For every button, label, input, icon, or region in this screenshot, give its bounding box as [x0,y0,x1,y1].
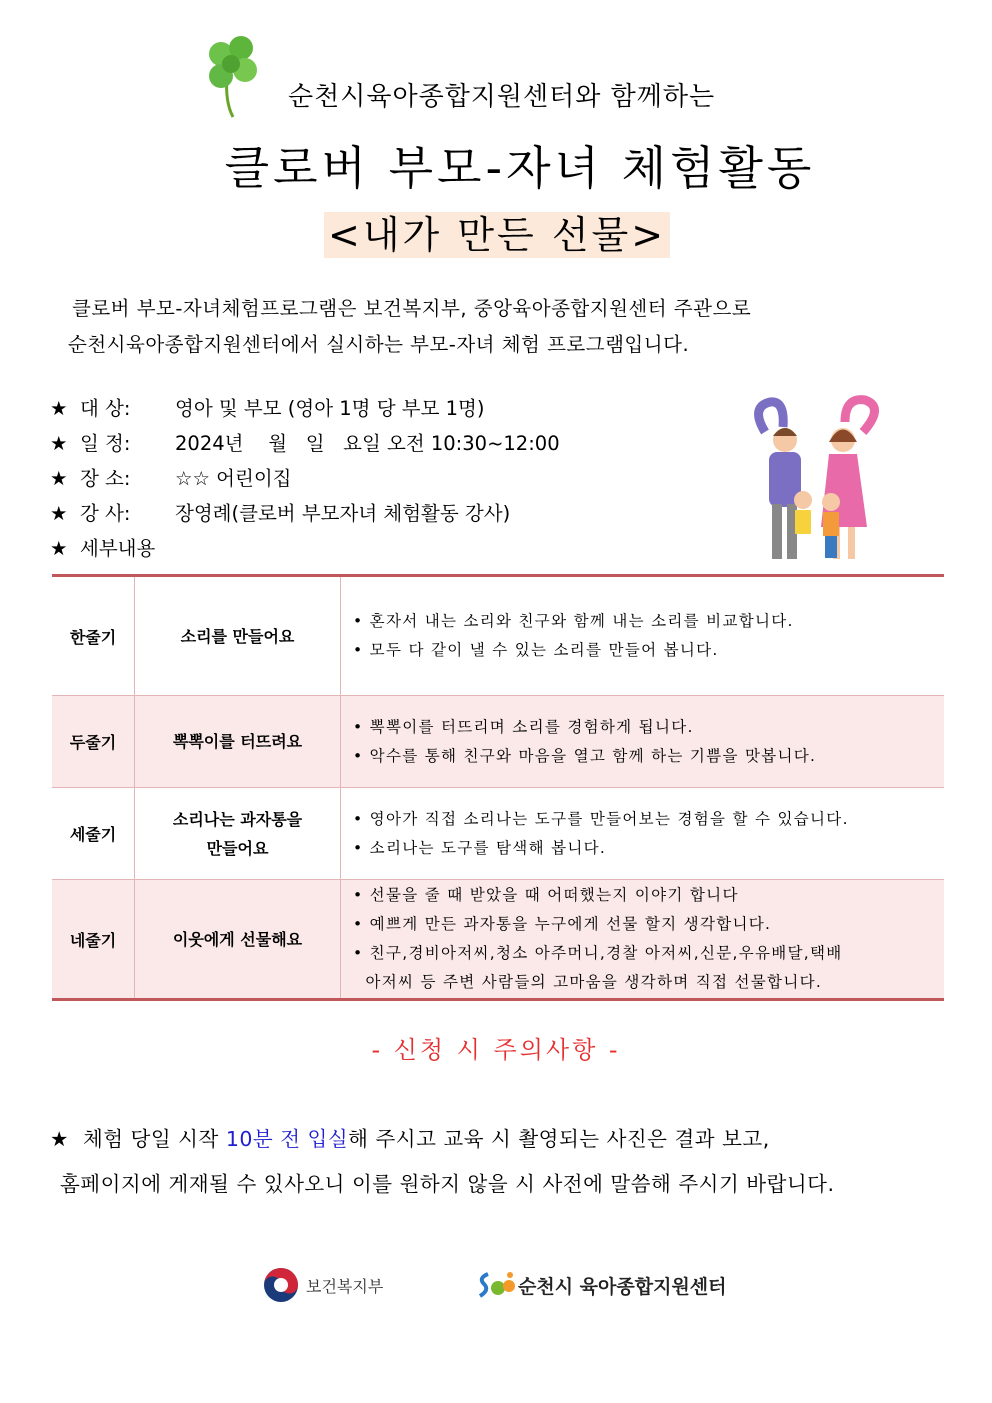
detail-line: • 악수를 통해 친구와 마음을 열고 함께 하는 기쁨을 맛봅니다. [353,746,817,765]
detail-line: • 영아가 직접 소리나는 도구를 만들어보는 경험을 할 수 있습니다. [353,809,849,828]
info-value: 장영례(클로버 부모자녀 체험활동 강사) [175,502,511,525]
info-item [50,463,292,491]
detail-line: • 뽁뽁이를 터뜨리며 소리를 경험하게 됩니다. [353,717,694,736]
info-item [50,428,560,456]
info-key: 대 상: [80,397,131,420]
star-icon: ★ [50,432,68,455]
notice-line [50,1122,770,1152]
detail-line: • 선물을 줄 때 받았을 때 어떠했는지 이야기 합니다 [353,886,739,904]
details-cell [341,696,945,788]
intro-line: 클로버 부모-자녀체험프로그램은 보건복지부, 중앙육아종합지원센터 주관으로 [72,297,752,320]
header-line: 순천시육아종합지원센터와 함께하는 [288,82,716,112]
info-key: 일 정: [80,432,131,455]
info-item [50,498,510,526]
ministry-logo-text: 보건복지부 [306,1277,384,1296]
star-icon: ★ [50,1127,69,1151]
detail-line: • 모두 다 같이 낼 수 있는 소리를 만들어 봅니다. [353,641,719,659]
detail-line: • 소리나는 도구를 탐색해 봅니다. [353,838,607,857]
step-cell: 네줄기 [52,880,135,1000]
details-cell [341,880,945,1000]
detail-line: • 혼자서 내는 소리와 친구와 함께 내는 소리를 비교합니다. [353,612,794,630]
step-cell: 세줄기 [52,788,135,880]
family-illustration [745,392,890,567]
info-value: 2024년 월 일 요일 오전 10:30~12:00 [175,432,560,455]
activity-text: 소리나는 과자통을 만들어요 [172,809,303,858]
notice-line: 홈페이지에 게재될 수 있사오니 이를 원하지 않을 시 사전에 말씀해 주시기 바랍니다. [60,1172,835,1196]
detail-line: • 친구,경비아저씨,청소 아주머니,경찰 아저씨,신문,우유배달,택배 [353,944,843,962]
activity-table [52,574,944,1001]
center-logo-text: 순천시 육아종합지원센터 [518,1276,727,1298]
intro-line: 순천시육아종합지원센터에서 실시하는 부모-자녀 체험 프로그램입니다. [68,333,690,356]
center-logo-icon [476,1268,516,1300]
info-value: ☆☆ 어린이집 [175,467,292,490]
notice-text: 체험 당일 시작 [82,1127,226,1151]
info-key: 강 사: [80,502,131,525]
info-item [50,533,155,561]
details-cell [341,788,945,880]
step-cell: 한줄기 [52,576,135,696]
star-icon: ★ [50,467,68,490]
activity-cell: 소리를 만들어요 [135,576,341,696]
star-icon: ★ [50,502,68,525]
detail-line: • 예쁘게 만든 과자통을 누구에게 선물 할지 생각합니다. [353,915,772,933]
info-key: 장 소: [80,467,131,490]
step-cell: 두줄기 [52,696,135,788]
page-title: 클로버 부모-자녀 체험활동 [224,141,816,195]
activity-cell [135,788,341,880]
clover-icon [205,32,265,120]
info-key: 세부내용 [80,537,156,560]
notice-text: 해 주시고 교육 시 촬영되는 사진은 결과 보고, [348,1127,770,1151]
activity-cell: 뽁뽁이를 터뜨려요 [135,696,341,788]
info-value: 영아 및 부모 (영아 1명 당 부모 1명) [175,397,485,420]
details-cell [341,576,945,696]
star-icon: ★ [50,397,68,420]
notice-heading: - 신청 시 주의사항 - [371,1036,621,1064]
page-subtitle: <내가 만든 선물> [324,212,670,258]
ministry-emblem-icon [263,1267,299,1303]
table-row [52,788,944,880]
table-row [52,880,944,1000]
detail-line: 아저씨 등 주변 사람들의 고마움을 생각하며 직접 선물합니다. [353,973,823,991]
table-row [52,576,944,696]
table-row [52,696,944,788]
notice-highlight: 10분 전 입실 [225,1127,349,1151]
activity-cell: 이웃에게 선물해요 [135,880,341,1000]
star-icon: ★ [50,537,68,560]
info-item [50,393,484,421]
